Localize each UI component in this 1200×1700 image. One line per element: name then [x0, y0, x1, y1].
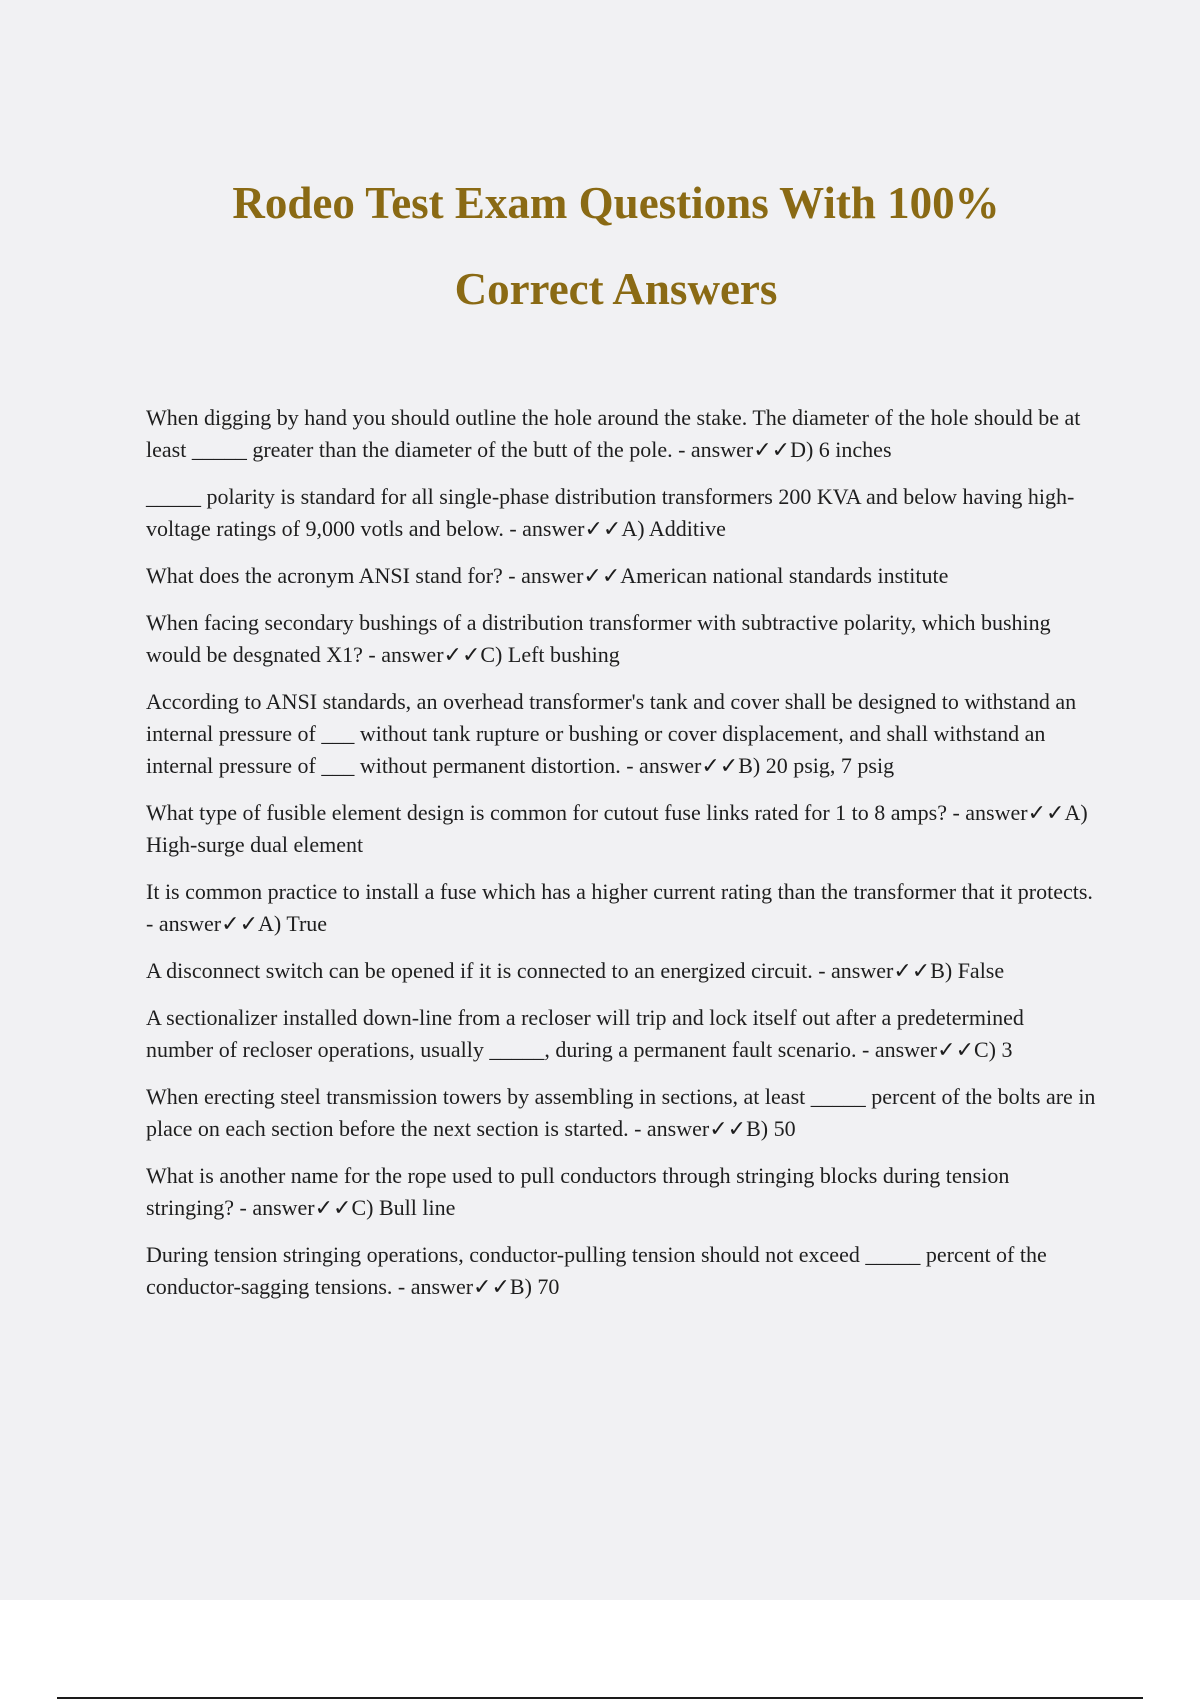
question-item: What is another name for the rope used to pull conductors through stringing blocks during tension stringing? - answer✓✓C) Bull line	[146, 1163, 1010, 1220]
question-item: When digging by hand you should outline the hole around the stake. The diameter of the hole should be at least _____ greater than the diameter of the butt of the pole. - answer✓✓D) 6 inches	[146, 405, 1081, 462]
question-item: A sectionalizer installed down-line from a recloser will trip and lock itself out after a predetermined number of recloser operations, usually _____, during a permanent fault scenario. - answer✓✓C) 3	[146, 1005, 1024, 1062]
question-item: What does the acronym ANSI stand for? - answer✓✓American national standards institute	[146, 563, 949, 588]
document-title	[0, 160, 1200, 332]
title-line-1: Rodeo Test Exam Questions With 100%	[232, 178, 1000, 228]
question-item: According to ANSI standards, an overhead transformer's tank and cover shall be designed to withstand an internal pressure of ___ without tank rupture or bushing or cover displacement, and shall withstand an internal pressure of ___ without permanent distortion. - answer✓✓B) 20 psig, 7 psig	[146, 689, 1077, 778]
question-item: When facing secondary bushings of a distribution transformer with subtractive polarity, which bushing would be desgnated X1? - answer✓✓C) Left bushing	[146, 610, 1051, 667]
question-item: _____ polarity is standard for all single-phase distribution transformers 200 KVA and below having high-voltage ratings of 9,000 votls and below. - answer✓✓A) Additive	[146, 484, 1075, 541]
footer-divider	[57, 1697, 1143, 1699]
question-list	[146, 402, 1096, 1318]
question-item: A disconnect switch can be opened if it is connected to an energized circuit. - answer✓✓B) False	[146, 958, 1005, 983]
title-line-2: Correct Answers	[454, 264, 778, 314]
question-item: During tension stringing operations, conductor-pulling tension should not exceed _____ percent of the conductor-sagging tensions. - answer✓✓B) 70	[146, 1242, 1047, 1299]
question-item: When erecting steel transmission towers by assembling in sections, at least _____ percent of the bolts are in place on each section before the next section is started. - answer✓✓B) 50	[146, 1084, 1096, 1141]
question-item: What type of fusible element design is common for cutout fuse links rated for 1 to 8 amps? - answer✓✓A) High-surge dual element	[146, 800, 1088, 857]
question-item: It is common practice to install a fuse which has a higher current rating than the transformer that it protects. - answer✓✓A) True	[146, 879, 1093, 936]
